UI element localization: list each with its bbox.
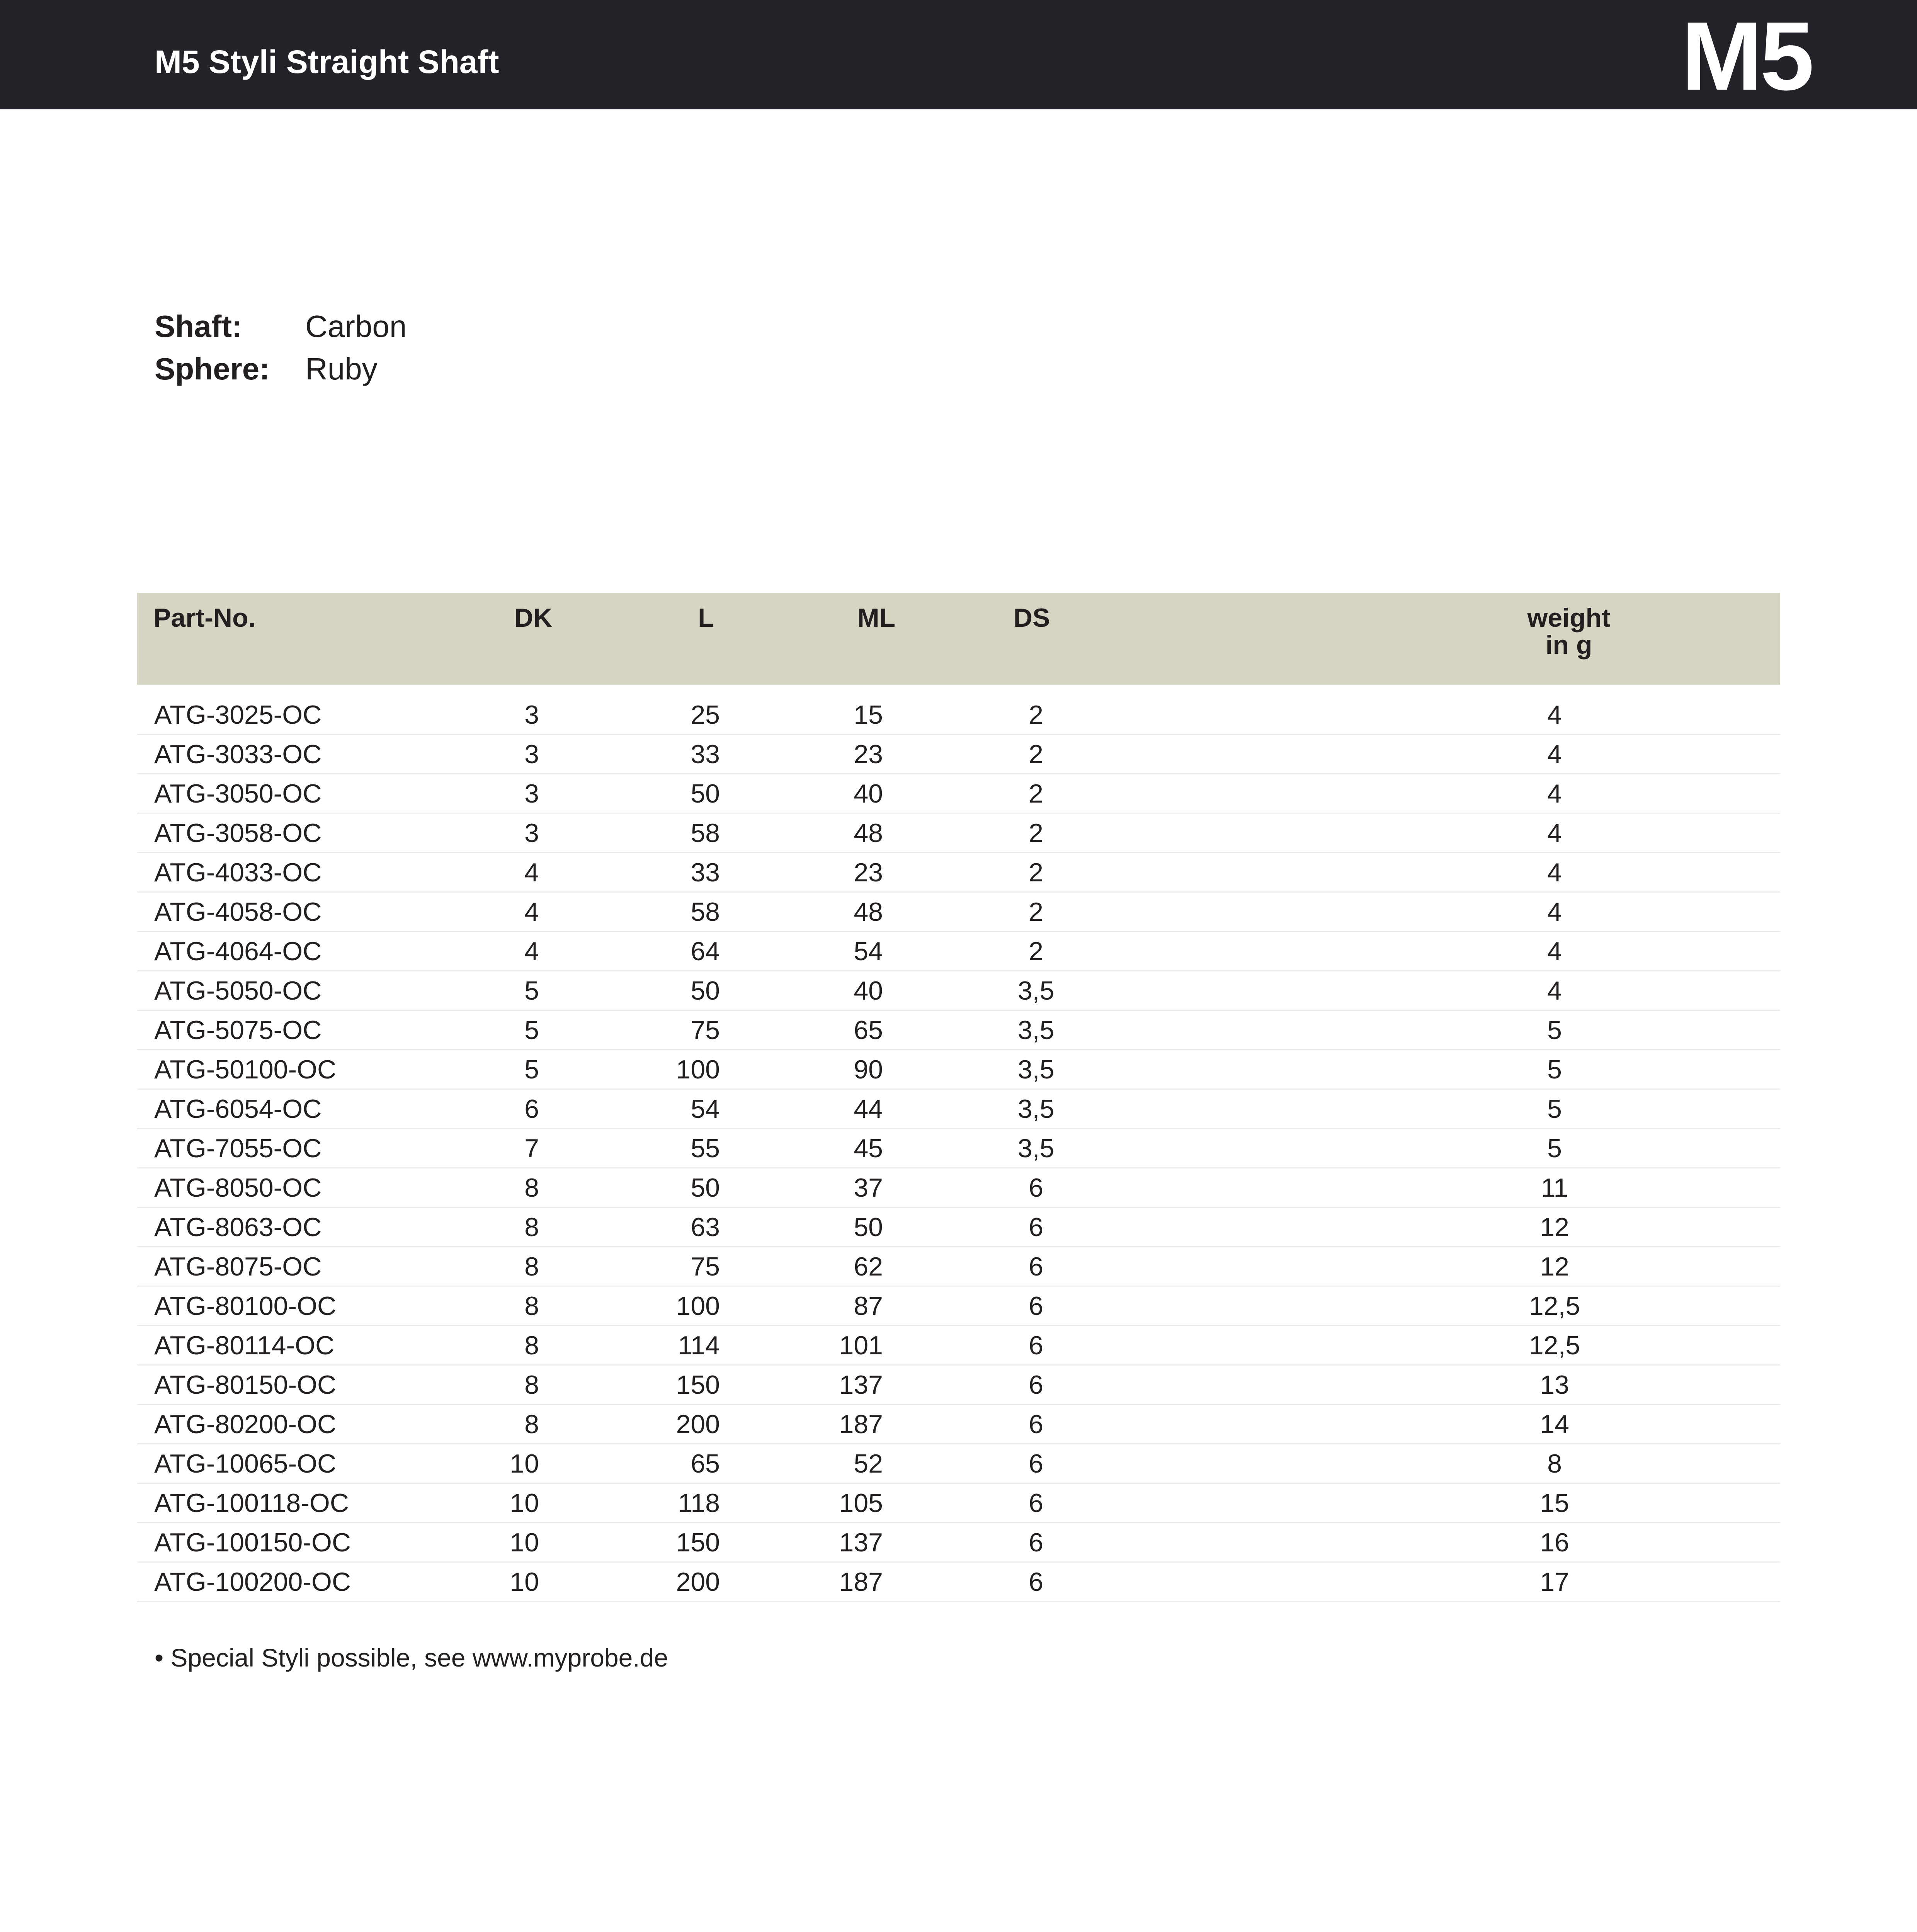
cell-ds-text: 2: [1029, 897, 1043, 927]
cell-ml: 137: [839, 1528, 883, 1557]
cell-ml: 23: [854, 858, 883, 887]
cell-weight-text: 12,5: [1529, 1331, 1580, 1360]
spec-sphere: [155, 348, 407, 390]
cell-dk: 8: [524, 1331, 539, 1360]
cell-dk: 8: [524, 1291, 539, 1321]
cell-part-no: ATG-80114-OC: [154, 1331, 335, 1360]
cell-weight-text: 5: [1547, 1015, 1562, 1045]
table-row: [137, 1563, 1780, 1602]
table-row: [137, 1287, 1780, 1326]
cell-part-no: ATG-3025-OC: [154, 700, 322, 730]
cell-ds-text: 6: [1029, 1567, 1043, 1597]
cell-ds-text: 2: [1029, 700, 1043, 730]
cell-l: 63: [691, 1213, 720, 1242]
table-row: [137, 893, 1780, 932]
cell-dk: 6: [524, 1094, 539, 1124]
cell-dk: 5: [524, 976, 539, 1005]
spec-value: Carbon: [305, 309, 407, 344]
cell-ml: 15: [854, 700, 883, 730]
table-row: [137, 814, 1780, 853]
cell-weight-text: 12,5: [1529, 1291, 1580, 1321]
cell-part-no: ATG-80150-OC: [154, 1370, 337, 1400]
series-code: M5: [1681, 2, 1812, 111]
cell-weight-text: 5: [1547, 1094, 1562, 1124]
column-header-dk: DK: [514, 603, 553, 633]
cell-dk: 10: [510, 1567, 539, 1597]
spec-label: Sphere:: [155, 352, 270, 386]
cell-ds-text: 6: [1029, 1449, 1043, 1478]
cell-weight-text: 12: [1540, 1213, 1569, 1242]
cell-part-no: ATG-8063-OC: [154, 1213, 322, 1242]
cell-l: 54: [691, 1094, 720, 1124]
cell-dk: 10: [510, 1528, 539, 1557]
table-row: [137, 1484, 1780, 1523]
table-row: [137, 1050, 1780, 1090]
cell-ds-text: 6: [1029, 1213, 1043, 1242]
column-header-ds: DS: [1013, 603, 1050, 633]
cell-part-no: ATG-7055-OC: [154, 1134, 322, 1163]
cell-ml: 187: [839, 1567, 883, 1597]
cell-ml: 23: [854, 740, 883, 769]
cell-dk: 8: [524, 1410, 539, 1439]
cell-ds-text: 3,5: [1017, 1134, 1055, 1163]
cell-l: 64: [691, 937, 720, 966]
spec-label: Shaft:: [155, 309, 242, 344]
cell-dk: 5: [524, 1055, 539, 1084]
cell-weight-text: 4: [1547, 740, 1562, 769]
cell-weight-text: 4: [1547, 858, 1562, 887]
cell-part-no: ATG-100150-OC: [154, 1528, 351, 1557]
cell-l: 33: [691, 858, 720, 887]
table-row: [137, 1208, 1780, 1247]
cell-l: 75: [691, 1015, 720, 1045]
cell-dk: 3: [524, 700, 539, 730]
table-row: [137, 1168, 1780, 1208]
cell-dk: 4: [524, 858, 539, 887]
cell-weight-text: 4: [1547, 700, 1562, 730]
cell-ml: 90: [854, 1055, 883, 1084]
cell-ds-text: 6: [1029, 1173, 1043, 1202]
table-row: [137, 1523, 1780, 1563]
cell-ml: 101: [839, 1331, 883, 1360]
cell-part-no: ATG-100118-OC: [154, 1488, 349, 1518]
cell-ds-text: 2: [1029, 858, 1043, 887]
cell-l: 75: [691, 1252, 720, 1281]
cell-ml: 48: [854, 818, 883, 848]
column-header-weight-line1: weight: [1527, 603, 1611, 633]
cell-l: 118: [678, 1488, 720, 1518]
cell-ml: 62: [854, 1252, 883, 1281]
cell-ds-text: 6: [1029, 1528, 1043, 1557]
column-header-ml: ML: [857, 603, 896, 633]
cell-l: 114: [678, 1331, 720, 1360]
cell-part-no: ATG-3058-OC: [154, 818, 322, 848]
cell-weight-text: 4: [1547, 818, 1562, 848]
cell-ml: 40: [854, 976, 883, 1005]
page-title: M5 Styli Straight Shaft: [155, 44, 499, 80]
cell-ds-text: 3,5: [1017, 1055, 1055, 1084]
cell-part-no: ATG-4033-OC: [154, 858, 322, 887]
table-row: [137, 1405, 1780, 1444]
cell-ml: 54: [854, 937, 883, 966]
cell-ds-text: 2: [1029, 779, 1043, 808]
cell-part-no: ATG-8050-OC: [154, 1173, 322, 1202]
cell-part-no: ATG-4064-OC: [154, 937, 322, 966]
cell-l: 33: [691, 740, 720, 769]
cell-dk: 3: [524, 740, 539, 769]
cell-ml: 87: [854, 1291, 883, 1321]
cell-l: 150: [676, 1528, 720, 1557]
cell-weight-text: 16: [1540, 1528, 1569, 1557]
cell-weight-text: 4: [1547, 937, 1562, 966]
table-body: [137, 696, 1780, 1602]
column-header-l: L: [698, 603, 714, 633]
cell-part-no: ATG-4058-OC: [154, 897, 322, 927]
cell-l: 100: [676, 1291, 720, 1321]
cell-part-no: ATG-50100-OC: [154, 1055, 337, 1084]
cell-part-no: ATG-80100-OC: [154, 1291, 337, 1321]
cell-l: 100: [676, 1055, 720, 1084]
cell-ds-text: 6: [1029, 1488, 1043, 1518]
cell-weight-text: 14: [1540, 1410, 1569, 1439]
cell-part-no: ATG-80200-OC: [154, 1410, 337, 1439]
cell-dk: 4: [524, 897, 539, 927]
cell-part-no: ATG-8075-OC: [154, 1252, 322, 1281]
cell-l: 150: [676, 1370, 720, 1400]
cell-l: 50: [691, 779, 720, 808]
cell-dk: 3: [524, 818, 539, 848]
cell-ml: 40: [854, 779, 883, 808]
spec-shaft: [155, 305, 407, 348]
cell-weight-text: 5: [1547, 1134, 1562, 1163]
material-specs: [155, 305, 407, 390]
cell-ds-text: 6: [1029, 1370, 1043, 1400]
table-row: [137, 696, 1780, 735]
page-header: [0, 0, 1917, 109]
cell-l: 50: [691, 976, 720, 1005]
cell-weight-text: 17: [1540, 1567, 1569, 1597]
cell-dk: 4: [524, 937, 539, 966]
cell-l: 55: [691, 1134, 720, 1163]
column-header-weight: [1527, 604, 1610, 658]
cell-ds-text: 3,5: [1017, 1094, 1055, 1124]
table-row: [137, 1129, 1780, 1168]
cell-dk: 5: [524, 1015, 539, 1045]
cell-part-no: ATG-3033-OC: [154, 740, 322, 769]
footnote: • Special Styli possible, see www.myprobe.de: [155, 1643, 668, 1672]
cell-ml: 187: [839, 1410, 883, 1439]
spec-value: Ruby: [305, 352, 378, 386]
cell-ds-text: 3,5: [1017, 1015, 1055, 1045]
cell-dk: 7: [524, 1134, 539, 1163]
cell-l: 58: [691, 897, 720, 927]
cell-weight-text: 4: [1547, 897, 1562, 927]
table-row: [137, 1011, 1780, 1050]
cell-dk: 8: [524, 1213, 539, 1242]
cell-ds-text: 6: [1029, 1291, 1043, 1321]
cell-weight-text: 13: [1540, 1370, 1569, 1400]
table-row: [137, 971, 1780, 1011]
cell-ds-text: 2: [1029, 818, 1043, 848]
cell-ds-text: 6: [1029, 1331, 1043, 1360]
cell-ds-text: 3,5: [1017, 976, 1055, 1005]
cell-ml: 52: [854, 1449, 883, 1478]
cell-ml: 37: [854, 1173, 883, 1202]
table-row: [137, 774, 1780, 814]
cell-l: 58: [691, 818, 720, 848]
cell-part-no: ATG-100200-OC: [154, 1567, 351, 1597]
cell-part-no: ATG-10065-OC: [154, 1449, 337, 1478]
cell-ml: 45: [854, 1134, 883, 1163]
cell-ds-text: 2: [1029, 937, 1043, 966]
table-row: [137, 735, 1780, 774]
cell-ds-text: 6: [1029, 1252, 1043, 1281]
table-row: [137, 1326, 1780, 1366]
cell-ml: 44: [854, 1094, 883, 1124]
cell-ml: 65: [854, 1015, 883, 1045]
cell-part-no: ATG-3050-OC: [154, 779, 322, 808]
cell-dk: 3: [524, 779, 539, 808]
cell-l: 50: [691, 1173, 720, 1202]
cell-ml: 50: [854, 1213, 883, 1242]
table-row: [137, 1247, 1780, 1287]
column-header-part: Part-No.: [153, 603, 256, 633]
table-header: [137, 593, 1780, 685]
table-row: [137, 1090, 1780, 1129]
table-row: [137, 932, 1780, 971]
table-row: [137, 1366, 1780, 1405]
cell-l: 25: [691, 700, 720, 730]
cell-ml: 105: [839, 1488, 883, 1518]
cell-l: 200: [676, 1410, 720, 1439]
cell-weight-text: 12: [1540, 1252, 1569, 1281]
cell-ds-text: 6: [1029, 1410, 1043, 1439]
cell-part-no: ATG-5075-OC: [154, 1015, 322, 1045]
cell-dk: 10: [510, 1449, 539, 1478]
cell-weight-text: 5: [1547, 1055, 1562, 1084]
cell-weight-text: 4: [1547, 976, 1562, 1005]
cell-part-no: ATG-5050-OC: [154, 976, 322, 1005]
cell-weight-text: 15: [1540, 1488, 1569, 1518]
cell-weight-text: 4: [1547, 779, 1562, 808]
cell-l: 65: [691, 1449, 720, 1478]
cell-weight-text: 11: [1541, 1173, 1568, 1202]
column-header-weight-line2: in g: [1545, 630, 1592, 660]
table-row: [137, 1444, 1780, 1484]
cell-dk: 8: [524, 1370, 539, 1400]
cell-part-no: ATG-6054-OC: [154, 1094, 322, 1124]
cell-dk: 8: [524, 1173, 539, 1202]
cell-ds-text: 2: [1029, 740, 1043, 769]
cell-l: 200: [676, 1567, 720, 1597]
table-row: [137, 853, 1780, 893]
cell-dk: 8: [524, 1252, 539, 1281]
cell-weight-text: 8: [1547, 1449, 1562, 1478]
cell-ml: 48: [854, 897, 883, 927]
cell-dk: 10: [510, 1488, 539, 1518]
cell-ml: 137: [839, 1370, 883, 1400]
